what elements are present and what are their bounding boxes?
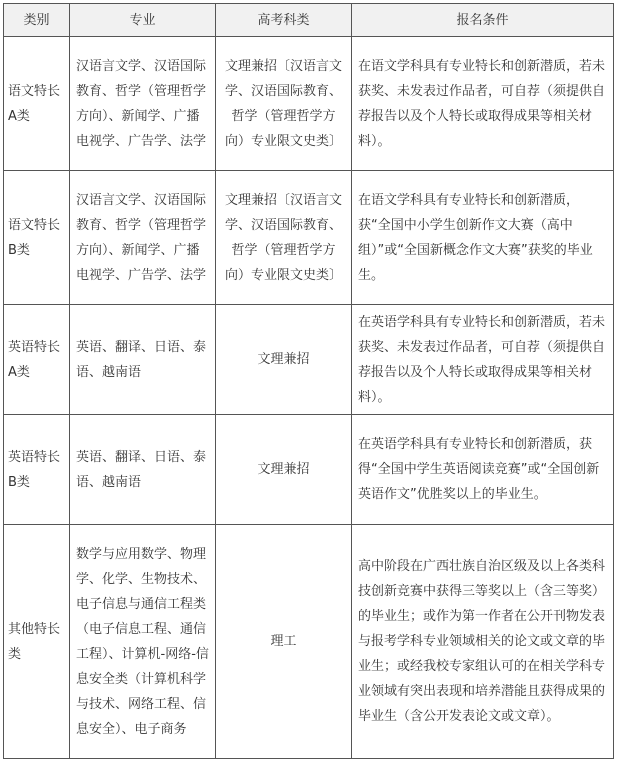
major-cell: 英语、翻译、日语、泰语、越南语 <box>70 305 216 415</box>
category-cell: 英语特长A类 <box>4 305 70 415</box>
table-row <box>4 171 614 305</box>
major-cell: 英语、翻译、日语、泰语、越南语 <box>70 415 216 525</box>
condition-cell: 在英语学科具有专业特长和创新潜质，获得“全国中学生英语阅读竞赛”或“全国创新英语作文”优胜奖以上的毕业生。 <box>352 415 614 525</box>
condition-cell: 高中阶段在广西壮族自治区级及以上各类科技创新竞赛中获得三等奖以上（含三等奖）的毕业生；或作为第一作者在公开刊物发表与报考学科专业领域相关的论文或文章的毕业生；或经我校专家组认可的在相关学科专业领域有突出表现和培养潜能且获得成果的毕业生（含公开发表论文或文章）。 <box>352 525 614 759</box>
admission-table <box>3 3 614 759</box>
subject-cell: 文理兼招〔汉语言文学、汉语国际教育、哲学（管理哲学方向）专业限文史类〕 <box>216 171 352 305</box>
major-cell: 汉语言文学、汉语国际教育、哲学（管理哲学方向）、新闻学、广播电视学、广告学、法学 <box>70 171 216 305</box>
header-major: 专业 <box>70 4 216 37</box>
category-cell: 英语特长B类 <box>4 415 70 525</box>
major-cell: 汉语言文学、汉语国际教育、哲学（管理哲学方向）、新闻学、广播电视学、广告学、法学 <box>70 37 216 171</box>
table-header-row <box>4 4 614 37</box>
category-cell: 其他特长类 <box>4 525 70 759</box>
condition-cell: 在语文学科具有专业特长和创新潜质，若未获奖、未发表过作品者，可自荐（须提供自荐报告以及个人特长或取得成果等相关材料）。 <box>352 37 614 171</box>
major-cell: 数学与应用数学、物理学、化学、生物技术、电子信息与通信工程类（电子信息工程、通信工程）、计算机-网络-信息安全类（计算机科学与技术、网络工程、信息安全）、电子商务 <box>70 525 216 759</box>
header-category: 类别 <box>4 4 70 37</box>
condition-cell: 在英语学科具有专业特长和创新潜质，若未获奖、未发表过作品者，可自荐（须提供自荐报告以及个人特长或取得成果等相关材料）。 <box>352 305 614 415</box>
category-cell: 语文特长A类 <box>4 37 70 171</box>
table-row <box>4 37 614 171</box>
subject-cell: 文理兼招 <box>216 415 352 525</box>
table-row <box>4 305 614 415</box>
table-row <box>4 525 614 759</box>
subject-cell: 理工 <box>216 525 352 759</box>
table-row <box>4 415 614 525</box>
condition-cell: 在语文学科具有专业特长和创新潜质，获“全国中小学生创新作文大赛（高中组）”或“全国新概念作文大赛”获奖的毕业生。 <box>352 171 614 305</box>
subject-cell: 文理兼招〔汉语言文学、汉语国际教育、哲学（管理哲学方向）专业限文史类〕 <box>216 37 352 171</box>
subject-cell: 文理兼招 <box>216 305 352 415</box>
header-condition: 报名条件 <box>352 4 614 37</box>
category-cell: 语文特长B类 <box>4 171 70 305</box>
header-subject: 高考科类 <box>216 4 352 37</box>
